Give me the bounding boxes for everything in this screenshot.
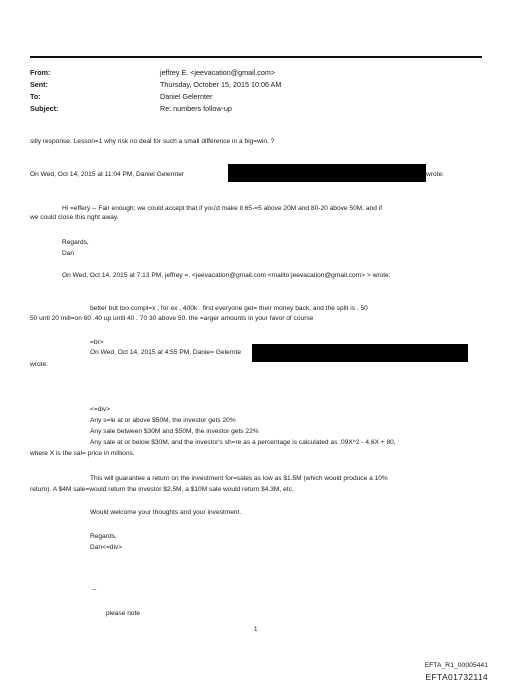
subject-label: Subject: — [30, 104, 59, 113]
body-line: Hi =effery -- Fair enough; we could accept that if you'd make it 65-=5 above 20M and 80-20 above 50M, and if — [62, 205, 383, 212]
quote-attribution-suffix: wrote: — [426, 171, 444, 178]
quote-attribution: On Wed, Oct 14, 2015 at 4:55 PM, Danie= Gelernte — [90, 349, 242, 356]
body-line: Regards, — [62, 239, 89, 246]
signature-separator: -- — [92, 586, 97, 593]
body-line: =br> — [90, 339, 104, 346]
page-number: 1 — [254, 626, 258, 633]
sent-label: Sent: — [30, 80, 48, 89]
body-line: where X is the sal= price in millions. — [30, 450, 135, 457]
to-label: To: — [30, 92, 41, 101]
quote-attribution: On Wed, Oct 14, 2015 at 11:04 PM, Daniel Gelernter — [30, 171, 185, 178]
body-line: return). A $4M sale=would return the investor $2.5M, a $10M sale would return $4.3M, etc. — [30, 486, 294, 493]
header-rule — [30, 56, 482, 58]
from-label: From: — [30, 68, 51, 77]
body-line: silly response. Lesson=1 why risk no deal for such a small difference in a big=win. ? — [30, 138, 275, 145]
to-value: Daniel Gelernter — [160, 92, 213, 101]
redaction-block — [228, 164, 426, 182]
bates-reference-secondary: EFTA01732114 — [425, 672, 488, 682]
quote-attribution-suffix: wrote: — [30, 361, 48, 368]
body-line: <=div> — [90, 406, 110, 413]
body-line: Any sale between $30M and $50M, the investor gets 22% — [90, 428, 259, 435]
body-line: Dan — [62, 250, 75, 257]
quote-attribution: On Wed, Oct 14, 2015 at 7:13 PM, jeffrey =. <jeevacation@gmail.com <mailto:jeevacation@gmail.com> > wrote: — [62, 272, 391, 279]
body-line: we could close this right away. — [30, 214, 119, 221]
body-line: Regards, — [90, 533, 117, 540]
subject-value: Re: numbers follow-up — [160, 104, 232, 113]
body-line: Any sale at or below $30M, and the investor's sh=re as a percentage is calculated as .09X^2 - 4.6X + 80, — [90, 439, 396, 446]
from-value: jeffrey E. <jeevacation@gmail.com> — [160, 68, 276, 77]
body-line: Would welcome your thoughts and your investment. — [90, 509, 242, 516]
body-line: Any s=le at or above $50M, the investor gets 20% — [90, 417, 236, 424]
body-line: Dan<=div> — [90, 544, 123, 551]
body-line: 50 untl 20 mill=on 60 .40 up until 40 . 70 30 above 50. the =arger amounts in your favor of course — [30, 315, 314, 322]
redaction-block — [252, 344, 468, 362]
body-line: This will guarantee a return on the investment for=sales as low as $1.5M (which would produce a 10% — [90, 475, 388, 482]
sent-value: Thursday, October 15, 2015 10:06 AM — [160, 80, 282, 89]
body-line: better but too compl=x , for ex , 400k . first everyone get= their money back, and the split is . 50 — [90, 305, 368, 312]
bates-reference-primary: EFTA_R1_00005441 — [424, 662, 488, 669]
body-line: please note — [106, 610, 141, 617]
